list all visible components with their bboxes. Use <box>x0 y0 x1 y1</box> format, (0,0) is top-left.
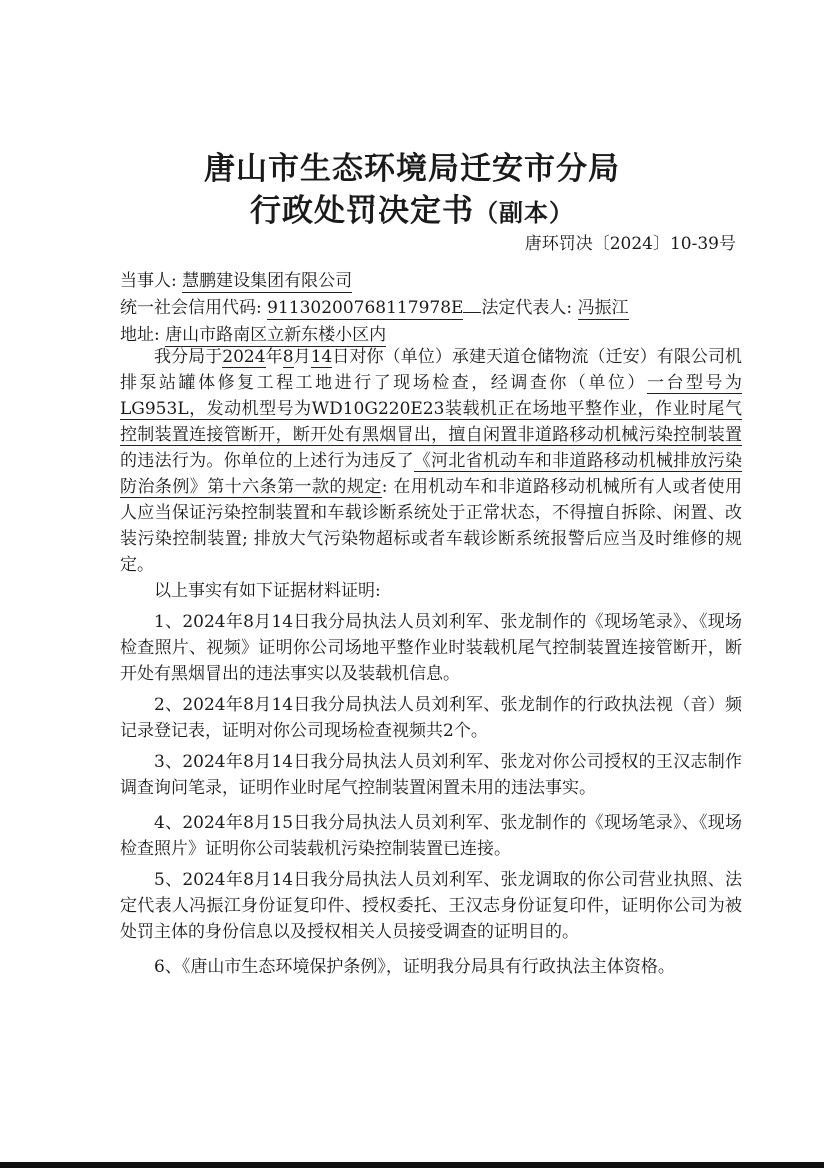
inspection-month: 8 <box>282 347 294 367</box>
address-label: 地址: <box>120 325 166 345</box>
party-name: 慧鹏建设集团有限公司 <box>182 271 353 291</box>
facts-text: 的违法行为。你单位的上述行为违反了 <box>120 451 414 471</box>
legal-rep-label: 法定代表人: <box>481 298 578 318</box>
evidence-item: 2、2024年8月14日我分局执法人员刘利军、张龙制作的行政执法视（音）频记录登记表，证明对你公司现场检查视频共2个。 <box>120 695 742 741</box>
evidence-item: 1、2024年8月14日我分局执法人员刘利军、张龙制作的《现场笔录》、《现场检查照片、视频》证明你公司场地平整作业时装载机尾气控制装置连接管断开，断开处有黑烟冒出的违法事实以及装载机信息。 <box>120 612 742 684</box>
document-title: 唐山市生态环境局迁安市分局 <box>204 151 620 187</box>
facts-text: 年 <box>265 347 283 367</box>
facts-paragraph <box>120 344 742 578</box>
facts-text: 我分局于 <box>154 347 223 367</box>
decision-body <box>120 344 742 980</box>
evidence-item: 3、2024年8月14日我分局执法人员刘利军、张龙对你公司授权的王汉志制作调查询问笔录，证明作业时尾气控制装置闲置未用的违法事实。 <box>120 752 742 798</box>
facts-text: 日对你（单位）承建天道仓储物流（迁安）有限公司机排泵站罐体修复工程工地进行了现场检查，经调查你（单位） <box>120 347 743 393</box>
legal-rep-name: 冯振江 <box>577 298 629 318</box>
violation-finding: 一台型号为LG953L，发动机型号为WD10G220E23装载机正在场地平整作业，作业时尾气控制装置连接管断开，断开处有黑烟冒出，擅自闲置非道路移动机械污染控制装置 <box>120 373 743 445</box>
address-line <box>120 320 386 345</box>
party-label: 当事人: <box>120 271 183 291</box>
party-line <box>120 266 352 291</box>
scan-edge <box>0 1162 824 1168</box>
inspection-year: 2024 <box>222 347 266 367</box>
credit-line <box>120 293 629 318</box>
inspection-day: 14 <box>310 347 333 367</box>
copy-marker: （副本） <box>474 198 574 227</box>
evidence-intro: 以上事实有如下证据材料证明: <box>154 581 381 601</box>
evidence-item: 5、2024年8月14日我分局执法人员刘利军、张龙调取的你公司营业执照、法定代表人冯振江身份证复印件、授权委托、王汉志身份证复印件，证明你公司为被处罚主体的身份信息以及授权相关人员接受调查的证明目的。 <box>120 870 742 942</box>
facts-text: 月 <box>293 347 311 367</box>
facts-text: : 在用机动车和非道路移动机械所有人或者使用人应当保证污染控制装置和车载诊断系统处于正常状态，不得擅自拆除、闲置、改装污染控制装置; 排放大气污染物超标或者车载诊断系统报警后应当及时维修的规定。 <box>120 477 742 575</box>
violated-regulation: 《河北省机动车和非道路移动机械排放污染防治条例》第十六条第一款的规定 <box>120 451 743 497</box>
subtitle-text: 行政处罚决定书 <box>250 193 474 229</box>
document-number: 唐环罚决〔2024〕10-39号 <box>524 234 736 254</box>
credit-code: 91130200768117978E <box>267 298 464 318</box>
evidence-item: 4、2024年8月15日我分局执法人员刘利军、张龙制作的《现场笔录》、《现场检查照片》证明你公司装载机污染控制装置已连接。 <box>120 813 742 859</box>
credit-code-blank <box>463 311 481 313</box>
document-subtitle <box>0 185 824 230</box>
evidence-item: 6、《唐山市生态环境保护条例》，证明我分局具有行政执法主体资格。 <box>154 957 675 977</box>
address-value: 唐山市路南区立新东楼小区内 <box>165 325 387 345</box>
credit-code-label: 统一社会信用代码: <box>120 298 268 318</box>
